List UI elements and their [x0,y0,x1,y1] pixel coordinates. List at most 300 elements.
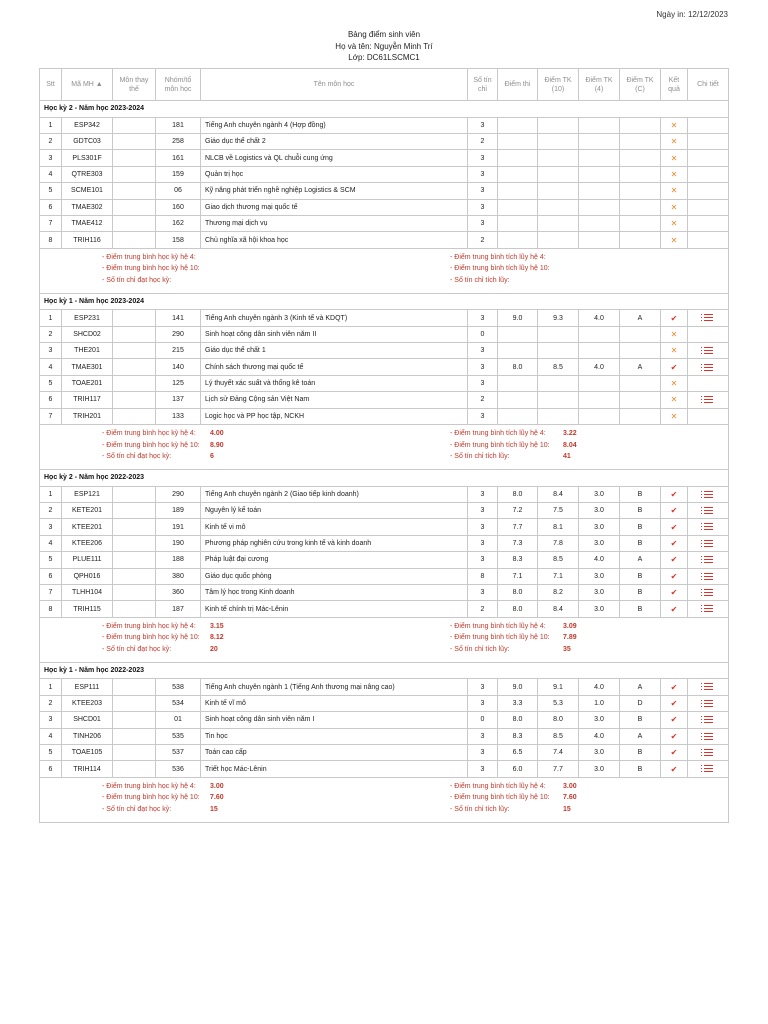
list-detail-icon[interactable] [704,573,713,580]
table-row [40,679,729,695]
cell-stt: 1 [40,679,62,695]
list-detail-icon[interactable] [704,396,713,403]
cell-course-name: NLCB về Logistics và QL chuỗi cung ứng [201,150,468,166]
table-row [40,761,729,777]
cell-result [661,679,688,695]
document-header [0,29,768,64]
semester-summary-left [102,252,402,287]
cell-course-name: Tiếng Anh chuyên ngành 2 (Giao tiếp kinh doanh) [201,486,468,502]
cell-credits: 8 [468,568,498,584]
cell-score-4 [579,408,620,424]
cell-course-code: KTEE206 [62,535,113,551]
cell-course-code: SHCD01 [62,712,113,728]
cell-stt: 1 [40,117,62,133]
cell-group: 190 [156,535,201,551]
col-header-result[interactable]: Kết quả [661,69,688,101]
cell-group: 538 [156,679,201,695]
cell-detail [688,183,729,199]
cell-alt-course [113,503,156,519]
table-row [40,392,729,408]
cell-detail [688,568,729,584]
cell-exam-score [498,343,538,359]
cell-score-4: 4.0 [579,728,620,744]
col-header-stt[interactable]: Stt [40,69,62,101]
cell-score-10: 8.2 [538,584,579,600]
list-detail-icon[interactable] [704,749,713,756]
cell-credits: 0 [468,712,498,728]
cell-score-10 [538,392,579,408]
cell-group: 535 [156,728,201,744]
semester-credits-line [102,451,402,463]
cell-exam-score: 8.3 [498,552,538,568]
cell-score-letter [620,133,661,149]
cell-detail [688,503,729,519]
cell-credits: 3 [468,535,498,551]
cell-alt-course [113,601,156,617]
semester-title: Học kỳ 2 - Năm học 2022-2023 [40,470,729,487]
cell-course-code: KETE201 [62,503,113,519]
col-header-alt[interactable]: Môn thay thế [113,69,156,101]
cumulative-summary-right [450,252,720,287]
cell-score-4 [579,150,620,166]
list-detail-icon[interactable] [704,733,713,740]
cell-detail [688,133,729,149]
cumulative-credits-value: 15 [563,805,571,813]
cell-score-10 [538,150,579,166]
cell-result [661,601,688,617]
cell-score-10: 8.5 [538,728,579,744]
semester-summary-left [102,621,402,656]
cell-stt: 6 [40,199,62,215]
cell-detail [688,150,729,166]
cell-score-10: 8.5 [538,552,579,568]
cell-score-10: 7.4 [538,744,579,760]
check-icon: ✔ [670,604,678,614]
cell-stt: 4 [40,728,62,744]
cell-course-code: TOAE201 [62,375,113,391]
cell-score-letter [620,326,661,342]
cell-group: 133 [156,408,201,424]
list-detail-icon[interactable] [704,716,713,723]
table-row [40,326,729,342]
check-icon: ✔ [670,571,678,581]
list-detail-icon[interactable] [704,589,713,596]
cell-score-letter [620,408,661,424]
cell-score-4 [579,199,620,215]
cell-alt-course [113,535,156,551]
cell-score-10: 7.1 [538,568,579,584]
cell-score-letter: B [620,712,661,728]
check-icon: ✔ [670,682,678,692]
table-row [40,568,729,584]
cell-result [661,310,688,326]
cell-score-10: 9.3 [538,310,579,326]
cell-result [661,584,688,600]
cell-exam-score: 8.3 [498,728,538,744]
cell-credits: 3 [468,166,498,182]
cell-score-letter: B [620,503,661,519]
cell-alt-course [113,232,156,248]
cell-detail [688,232,729,248]
cell-group: 290 [156,486,201,502]
cell-course-name: Lịch sử Đảng Cộng sản Việt Nam [201,392,468,408]
cell-exam-score [498,232,538,248]
cell-alt-course [113,359,156,375]
cell-stt: 5 [40,375,62,391]
cell-detail [688,695,729,711]
cell-credits: 3 [468,359,498,375]
cell-group: 380 [156,568,201,584]
cell-alt-course [113,712,156,728]
check-icon: ✔ [670,764,678,774]
list-detail-icon[interactable] [704,605,713,612]
cumulative-credits-label: - Số tín chỉ tích lũy: [450,453,510,461]
semester-gpa4-label: - Điểm trung bình học kỳ hệ 4: [102,430,196,438]
cumulative-gpa4-label: - Điểm trung bình tích lũy hệ 4: [450,782,546,790]
cell-exam-score [498,326,538,342]
cell-alt-course [113,117,156,133]
list-detail-icon[interactable] [704,683,713,690]
col-header-exam[interactable]: Điểm thi [498,69,538,101]
semester-gpa10-value: 8.90 [210,441,224,449]
cell-stt: 7 [40,215,62,231]
cumulative-credits-line [450,804,720,816]
cell-alt-course [113,519,156,535]
list-detail-icon[interactable] [704,364,713,371]
cell-result [661,215,688,231]
cell-detail [688,744,729,760]
cell-credits: 3 [468,552,498,568]
cell-detail [688,375,729,391]
cell-stt: 1 [40,486,62,502]
cell-score-10: 7.5 [538,503,579,519]
semester-credits-label: - Số tín chỉ đạt học kỳ: [102,276,172,284]
cell-score-letter [620,199,661,215]
cumulative-gpa10-line [450,792,720,804]
cross-icon: ✕ [670,379,678,389]
cell-detail [688,310,729,326]
cell-course-name: Nguyên lý kế toán [201,503,468,519]
table-row [40,199,729,215]
cell-score-4: 3.0 [579,568,620,584]
cumulative-gpa4-label: - Điểm trung bình tích lũy hệ 4: [450,253,546,261]
cell-group: 189 [156,503,201,519]
semester-gpa4-label: - Điểm trung bình học kỳ hệ 4: [102,782,196,790]
cell-course-code: SHCD02 [62,326,113,342]
document-title: Bảng điểm sinh viên [347,30,421,39]
cell-score-letter [620,375,661,391]
cell-credits: 3 [468,695,498,711]
cell-course-name: Quản trị học [201,166,468,182]
semester-gpa10-value: 7.60 [210,794,224,802]
cumulative-gpa4-value: 3.09 [563,622,577,630]
cell-score-letter [620,183,661,199]
cell-score-10 [538,199,579,215]
cell-score-letter: D [620,695,661,711]
cell-result [661,232,688,248]
list-detail-icon[interactable] [704,700,713,707]
cell-group: 534 [156,695,201,711]
check-icon: ✔ [670,539,678,548]
cell-alt-course [113,375,156,391]
cell-course-code: QTRE303 [62,166,113,182]
cell-exam-score: 8.0 [498,359,538,375]
cell-credits: 3 [468,584,498,600]
cell-stt: 3 [40,343,62,359]
cell-credits: 3 [468,744,498,760]
cell-course-name: Giáo dục thể chất 1 [201,343,468,359]
semester-summary-row [40,425,729,470]
cell-stt: 6 [40,392,62,408]
semester-gpa10-line [102,632,402,644]
cell-stt: 5 [40,552,62,568]
cumulative-credits-line [450,451,720,463]
cumulative-summary-right [450,621,720,656]
semester-credits-value: 20 [210,645,218,653]
cell-course-name: Sinh hoạt công dân sinh viên năm II [201,326,468,342]
table-row [40,408,729,424]
table-row [40,601,729,617]
semester-credits-line [102,804,402,816]
cell-exam-score [498,183,538,199]
cell-result [661,183,688,199]
cell-detail [688,601,729,617]
cell-detail [688,199,729,215]
col-header-credits[interactable]: Số tín chỉ [468,69,498,101]
cell-credits: 2 [468,133,498,149]
cell-course-name: Tin học [201,728,468,744]
cumulative-gpa4-line [450,781,720,793]
cross-icon: ✕ [670,219,678,229]
cell-credits: 3 [468,375,498,391]
cell-course-name: Lý thuyết xác suất và thống kê toán [201,375,468,391]
cell-result [661,568,688,584]
cell-score-letter [620,166,661,182]
semester-summary [40,777,729,822]
cell-detail [688,408,729,424]
cell-result [661,199,688,215]
cell-result [661,150,688,166]
semester-gpa10-label: - Điểm trung bình học kỳ hệ 10: [102,634,200,642]
semester-gpa4-line [102,781,402,793]
semester-summary-row [40,617,729,662]
cumulative-credits-label: - Số tín chỉ tích lũy: [450,645,510,653]
semester-gpa4-value: 3.15 [210,622,224,630]
cell-score-10 [538,343,579,359]
cell-score-letter: B [620,761,661,777]
list-detail-icon[interactable] [704,523,713,530]
cell-alt-course [113,199,156,215]
cell-detail [688,392,729,408]
cell-group: 290 [156,326,201,342]
col-header-name[interactable]: Tên môn học [201,69,468,101]
semester-gpa10-value: 8.12 [210,634,224,642]
cell-score-4: 3.0 [579,601,620,617]
cell-group: 188 [156,552,201,568]
summary-block [40,428,728,464]
cell-stt: 6 [40,568,62,584]
cell-exam-score: 9.0 [498,679,538,695]
cell-score-4: 3.0 [579,744,620,760]
cell-group: 181 [156,117,201,133]
cell-score-letter: A [620,552,661,568]
cell-group: 140 [156,359,201,375]
cross-icon: ✕ [670,329,678,339]
cell-course-code: TRIH117 [62,392,113,408]
cell-course-code: ESP121 [62,486,113,502]
list-detail-icon[interactable] [704,314,713,321]
cumulative-gpa4-line [450,428,720,440]
list-detail-icon[interactable] [704,540,713,547]
cell-group: 159 [156,166,201,182]
cell-course-code: GDTC03 [62,133,113,149]
cell-credits: 3 [468,408,498,424]
cell-credits: 3 [468,117,498,133]
cell-score-letter: A [620,359,661,375]
col-header-group[interactable]: Nhóm/tổ môn học [156,69,201,101]
semester-credits-label: - Số tín chỉ đạt học kỳ: [102,805,172,813]
cell-detail [688,712,729,728]
cell-alt-course [113,695,156,711]
cell-score-letter: B [620,744,661,760]
cell-alt-course [113,183,156,199]
cell-stt: 3 [40,712,62,728]
col-header-detail[interactable]: Chi tiết [688,69,729,101]
check-icon: ✔ [670,731,678,741]
cell-exam-score: 6.0 [498,761,538,777]
cumulative-credits-label: - Số tín chỉ tích lũy: [450,276,510,284]
cumulative-gpa10-line [450,632,720,644]
list-detail-icon[interactable] [704,347,713,354]
cell-exam-score: 7.1 [498,568,538,584]
cell-score-letter: A [620,728,661,744]
cell-course-name: Giao dịch thương mại quốc tế [201,199,468,215]
cell-score-letter: B [620,486,661,502]
list-detail-icon[interactable] [704,491,713,498]
cumulative-gpa10-value: 7.89 [563,634,577,642]
cell-course-name: Logic học và PP học tập, NCKH [201,408,468,424]
cell-exam-score: 6.5 [498,744,538,760]
cell-exam-score: 8.0 [498,486,538,502]
cell-score-10: 8.4 [538,601,579,617]
cell-result [661,117,688,133]
cell-course-name: Tiếng Anh chuyên ngành 1 (Tiếng Anh thương mại nâng cao) [201,679,468,695]
semester-header-row [40,101,729,118]
semester-gpa10-label: - Điểm trung bình học kỳ hệ 10: [102,794,200,802]
semester-gpa4-label: - Điểm trung bình học kỳ hệ 4: [102,622,196,630]
cell-detail [688,584,729,600]
cell-score-4 [579,326,620,342]
check-icon: ✔ [670,313,678,323]
semester-title: Học kỳ 2 - Năm học 2023-2024 [40,101,729,118]
cell-credits: 3 [468,215,498,231]
cumulative-credits-value: 35 [563,645,571,653]
cell-score-letter [620,343,661,359]
list-detail-icon[interactable] [704,556,713,563]
check-icon: ✔ [670,522,678,532]
cell-group: 06 [156,183,201,199]
cell-detail [688,679,729,695]
table-row [40,359,729,375]
cell-score-10: 8.4 [538,486,579,502]
cell-course-name: Sinh hoạt công dân sinh viên năm I [201,712,468,728]
cell-alt-course [113,744,156,760]
cell-exam-score [498,150,538,166]
cell-score-4: 3.0 [579,535,620,551]
summary-block [40,621,728,657]
cell-stt: 2 [40,326,62,342]
cell-result [661,486,688,502]
cell-course-code: TRIH115 [62,601,113,617]
cumulative-gpa10-label: - Điểm trung bình tích lũy hệ 10: [450,265,550,273]
cell-course-code: TLHH104 [62,584,113,600]
cell-result [661,375,688,391]
col-header-tk4[interactable]: Điểm TK (4) [579,69,620,101]
cell-course-code: TMAE412 [62,215,113,231]
table-row [40,584,729,600]
table-row [40,744,729,760]
cell-exam-score [498,408,538,424]
semester-summary-left [102,781,402,816]
cell-stt: 2 [40,695,62,711]
cumulative-summary-right [450,428,720,463]
list-detail-icon[interactable] [704,507,713,514]
cell-score-4 [579,392,620,408]
check-icon: ✔ [670,698,678,708]
table-row [40,183,729,199]
cell-score-4: 4.0 [579,310,620,326]
check-icon: ✔ [670,506,678,516]
cell-credits: 2 [468,232,498,248]
cell-course-code: SCME101 [62,183,113,199]
cell-alt-course [113,486,156,502]
cross-icon: ✕ [670,411,678,421]
cell-result [661,326,688,342]
cell-credits: 3 [468,343,498,359]
cell-alt-course [113,150,156,166]
cell-score-10 [538,375,579,391]
cell-detail [688,215,729,231]
cell-course-name: Chủ nghĩa xã hội khoa học [201,232,468,248]
semester-gpa10-line [102,263,402,275]
list-detail-icon[interactable] [704,765,713,772]
cumulative-gpa4-label: - Điểm trung bình tích lũy hệ 4: [450,430,546,438]
col-header-tk10[interactable]: Điểm TK (10) [538,69,579,101]
cell-course-name: Tiếng Anh chuyên ngành 4 (Hợp đồng) [201,117,468,133]
cell-group: 161 [156,150,201,166]
cell-alt-course [113,215,156,231]
cell-alt-course [113,568,156,584]
cell-detail [688,343,729,359]
cumulative-gpa4-line [450,252,720,264]
cross-icon: ✕ [670,346,678,356]
cell-result [661,535,688,551]
cumulative-gpa4-label: - Điểm trung bình tích lũy hệ 4: [450,622,546,630]
cell-score-letter: B [620,568,661,584]
cell-group: 158 [156,232,201,248]
col-header-tkc[interactable]: Điểm TK (C) [620,69,661,101]
col-header-code[interactable]: Mã MH ▲ [62,69,113,101]
cell-score-letter: A [620,310,661,326]
cell-result [661,503,688,519]
cell-result [661,744,688,760]
cell-score-10 [538,215,579,231]
cell-stt: 2 [40,503,62,519]
cell-detail [688,728,729,744]
cell-result [661,519,688,535]
cell-group: 360 [156,584,201,600]
cell-stt: 3 [40,519,62,535]
